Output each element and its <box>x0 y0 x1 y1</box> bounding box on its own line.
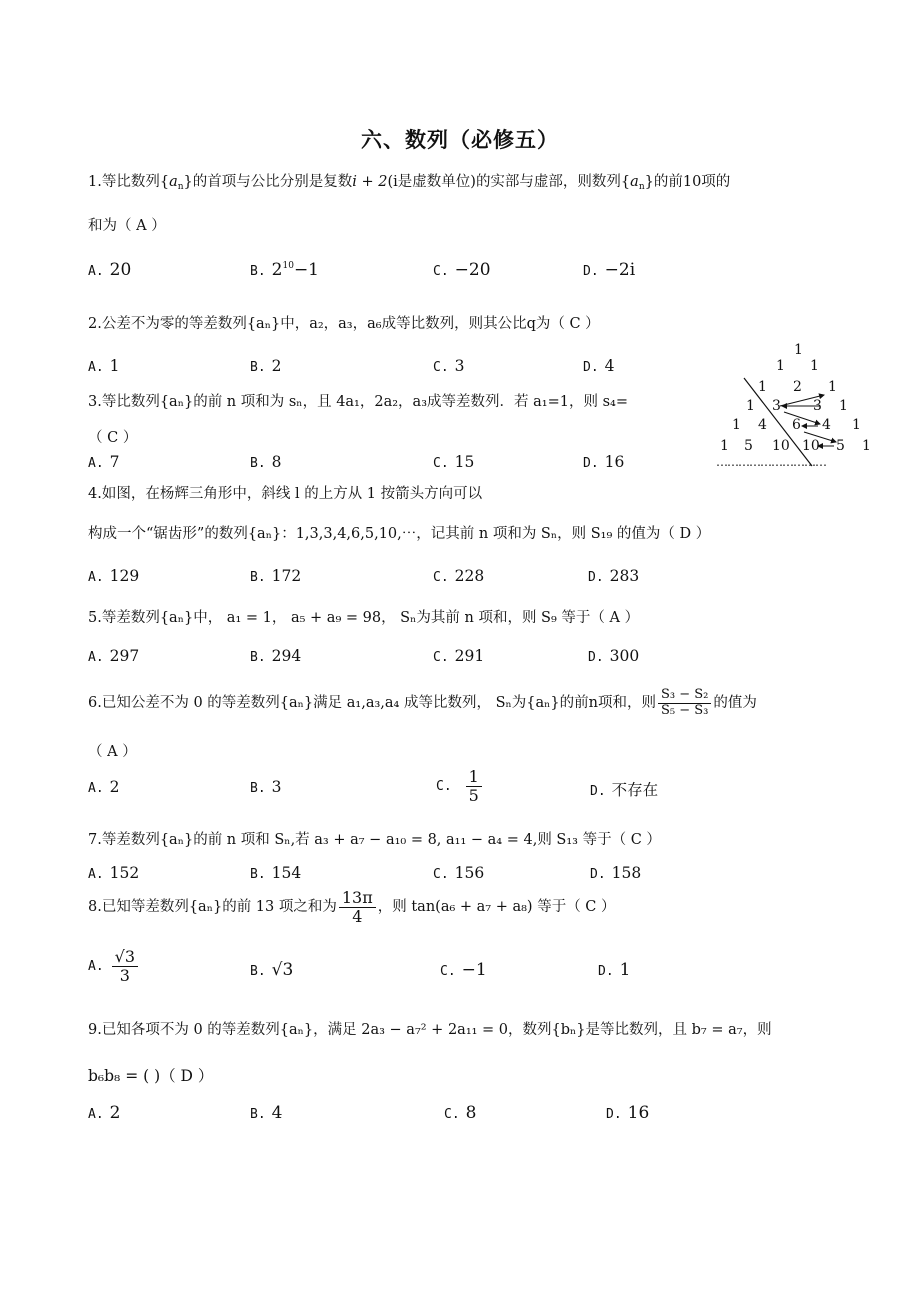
q5-option-d: D. 300 <box>588 647 640 665</box>
q7-option-c: C. 156 <box>433 864 485 882</box>
question-1-answer: 和为（ A ） <box>88 218 166 234</box>
q3-option-c: C. 15 <box>433 453 475 471</box>
q1-var-a: a <box>169 174 178 190</box>
q2-option-a: A. 1 <box>88 357 120 375</box>
question-4-stem-a: 4.如图，在杨辉三角形中，斜线 l 的上方从 1 按箭头方向可以 <box>88 486 483 502</box>
tri-dots: ………………………… <box>716 455 826 469</box>
q7-option-d: D. 158 <box>590 864 642 882</box>
q1-text-d: }的前10项的 <box>644 174 731 190</box>
tri-r6-4: 10 <box>802 438 820 454</box>
q6-fraction: $\frac{\text{S₃ − S₂}}{\text{S₅ − S₃}}$ <box>658 688 711 718</box>
tri-r5-2: 4 <box>758 417 767 433</box>
q1-var-a2: a <box>630 174 639 190</box>
q1-option-b: B. $2^{10}-1$ <box>250 260 319 280</box>
question-6-answer: （ A ） <box>88 744 137 760</box>
tri-r6-3: 10 <box>772 438 790 454</box>
tri-r6-1: 1 <box>720 438 729 454</box>
q1-paren: (i是虚数单位) <box>387 174 476 190</box>
q2-option-b: B. 2 <box>250 357 282 375</box>
q1-sub-n2: n <box>638 182 645 192</box>
tri-r3-3: 1 <box>828 379 837 395</box>
q2-option-c: C. 3 <box>433 357 465 375</box>
question-8-stem <box>88 885 616 929</box>
tri-r2-2: 1 <box>810 358 819 374</box>
question-3-stem: 3.等比数列{aₙ}的前 n 项和为 sₙ，且 4a₁，2a₂，a₃成等差数列．若 a₁=1，则 s₄= <box>88 394 628 410</box>
q1-text-a: 1.等比数列{ <box>88 174 170 190</box>
q8-option-d: D. 1 <box>598 960 631 980</box>
tri-r6-2: 5 <box>744 438 753 454</box>
q3-option-b: B. 8 <box>250 453 282 471</box>
q1-expr: i + 2 <box>352 174 388 190</box>
q6-option-c: C. $\frac{1}{5}$ <box>436 768 484 804</box>
tri-r4-3: 3 <box>813 398 822 414</box>
q5-option-a: A. 297 <box>88 647 140 665</box>
question-2-stem: 2.公差不为零的等差数列{aₙ}中，a₂，a₃，a₆成等比数列，则其公比q为（ C ） <box>88 316 600 332</box>
q9-option-a: A. 2 <box>88 1103 121 1123</box>
question-6-stem <box>88 682 757 724</box>
page-title: 六、数列（必修五） <box>361 128 559 152</box>
q1-sub-n: n <box>177 182 184 192</box>
q1-option-a: A. 20 <box>88 260 132 280</box>
tri-r5-3: 6 <box>792 417 801 433</box>
q3-option-d: D. 16 <box>583 453 625 471</box>
q4-option-c: C. 228 <box>433 567 485 585</box>
tri-r6-6: 1 <box>862 438 871 454</box>
q7-option-b: B. 154 <box>250 864 302 882</box>
q1-text-b: }的首项与公比分别是复数 <box>183 174 353 190</box>
tri-r4-1: 1 <box>746 398 755 414</box>
q3-option-a: A. 7 <box>88 453 120 471</box>
q8-option-a: A. $\frac{√3}{3}$ <box>88 948 140 984</box>
q5-option-b: B. 294 <box>250 647 302 665</box>
q4-option-b: B. 172 <box>250 567 302 585</box>
tri-r4-2: 3 <box>772 398 781 414</box>
question-1-stem <box>88 172 730 197</box>
q4-option-d: D. 283 <box>588 567 640 585</box>
q8-option-c: C. −1 <box>440 960 487 980</box>
q5-option-c: C. 291 <box>433 647 485 665</box>
tri-r6-5: 5 <box>836 438 845 454</box>
q6-text-a: 6.已知公差不为 0 的等差数列{aₙ}满足 a₁,a₃,a₄ 成等比数列， Sₙ为{aₙ}的前n项和，则 <box>88 695 656 711</box>
q1-option-c: C. −20 <box>433 260 491 280</box>
tri-r5-1: 1 <box>732 417 741 433</box>
q8-text-b: ，则 tan(a₆ + a₇ + a₈) 等于（ C ） <box>377 899 616 915</box>
q1-option-d: D. −2i <box>583 260 636 280</box>
q9-option-c: C. 8 <box>444 1103 477 1123</box>
tri-r5-4: 4 <box>822 417 831 433</box>
question-5-stem: 5.等差数列{aₙ}中， a₁ = 1， a₅ + a₉ = 98， Sₙ为其前 n 项和，则 S₉ 等于（ A ） <box>88 610 640 626</box>
question-3-answer: （ C ） <box>88 430 138 446</box>
q1-text-c: 的实部与虚部，则数列{ <box>475 174 631 190</box>
q6-text-b: 的值为 <box>713 695 757 711</box>
q6-option-d: D. 不存在 <box>590 781 659 799</box>
question-9-stem-b: b₆b₈ = ( )（ D ） <box>88 1067 214 1085</box>
tri-r3-1: 1 <box>758 379 767 395</box>
yanghui-triangle-figure <box>712 338 882 473</box>
tri-r5-5: 1 <box>852 417 861 433</box>
question-7-stem: 7.等差数列{aₙ}的前 n 项和 Sₙ,若 a₃ + a₇ − a₁₀ = 8, a₁₁ − a₄ = 4,则 S₁₃ 等于（ C ） <box>88 832 661 848</box>
tri-r4-4: 1 <box>839 398 848 414</box>
q9-option-b: B. 4 <box>250 1103 283 1123</box>
q4-option-a: A. 129 <box>88 567 140 585</box>
tri-r3-2: 2 <box>793 379 802 395</box>
q8-text-a: 8.已知等差数列{aₙ}的前 13 项之和为 <box>88 899 337 915</box>
tri-r2-1: 1 <box>776 358 785 374</box>
tri-r1-1: 1 <box>794 342 803 358</box>
q8-option-b: B. √3 <box>250 960 294 980</box>
q9-option-d: D. 16 <box>606 1103 650 1123</box>
question-4-stem-b: 构成一个“锯齿形”的数列{aₙ}：1,3,3,4,6,5,10,⋯，记其前 n 项和为 Sₙ，则 S₁₉ 的值为（ D ） <box>88 526 711 542</box>
q8-fraction: $\frac{13\pi}{4}$ <box>339 889 376 925</box>
question-9-stem-a: 9.已知各项不为 0 的等差数列{aₙ}，满足 2a₃ − a₇² + 2a₁₁ = 0，数列{bₙ}是等比数列，且 b₇ = a₇，则 <box>88 1022 772 1038</box>
q2-option-d: D. 4 <box>583 357 615 375</box>
q6-option-a: A. 2 <box>88 778 120 796</box>
q7-option-a: A. 152 <box>88 864 140 882</box>
q6-option-b: B. 3 <box>250 778 282 796</box>
